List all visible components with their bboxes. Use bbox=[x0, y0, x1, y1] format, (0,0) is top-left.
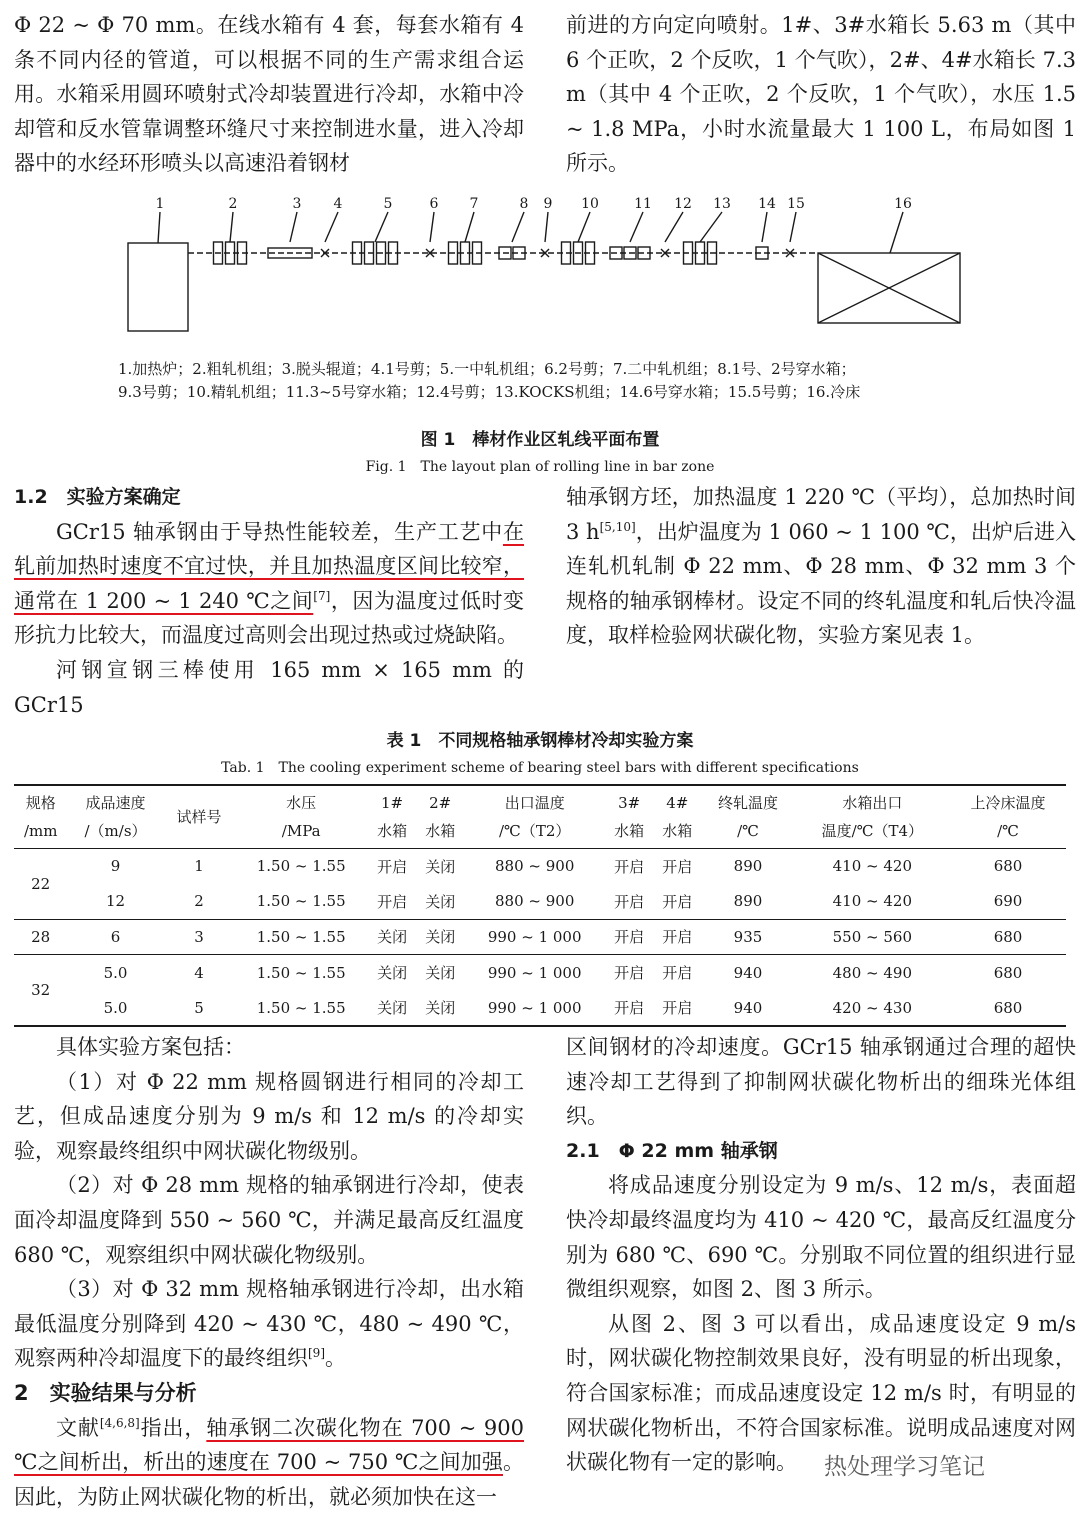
figure-number-label: 9 bbox=[543, 196, 553, 212]
table-cell: 1.50 ~ 1.55 bbox=[234, 955, 368, 990]
table-cell: 940 bbox=[701, 955, 794, 990]
figure-number-label: 14 bbox=[758, 196, 776, 212]
sec12-left-column bbox=[14, 480, 524, 722]
table-cell: 关闭 bbox=[368, 919, 416, 955]
table-1-caption-cn: 表 1 不同规格轴承钢棒材冷却实验方案 bbox=[386, 731, 694, 751]
section-heading: 2.1 Φ 22 mm 轴承钢 bbox=[566, 1139, 778, 1162]
leader-line bbox=[890, 212, 903, 253]
table-cell: 990 ~ 1 000 bbox=[464, 919, 605, 955]
table-cell: 开启 bbox=[653, 955, 701, 990]
highlighted-text: 在轧前加热时速度不宜过快，并且加热温度区间比较窄，通常在 1 200 ~ 1 240 ℃之间 bbox=[14, 519, 524, 613]
citation: [7] bbox=[313, 588, 331, 603]
citation: [4,6,8] bbox=[99, 1415, 140, 1430]
table-cell: 990 ~ 1 000 bbox=[464, 955, 605, 990]
table-cell: 890 bbox=[733, 857, 763, 876]
leader-line bbox=[545, 212, 548, 242]
highlighted-text: 轴承钢二次碳化物在 700 ~ 900 ℃之间析出，析出的速度在 700 ~ 750 ℃之间加强 bbox=[14, 1415, 524, 1475]
table-header-cell: 1# 水箱 bbox=[377, 794, 408, 840]
paragraph: 具体实验方案包括： bbox=[56, 1035, 245, 1059]
table-cell-spec: 22 bbox=[31, 874, 51, 893]
bottom-right-column bbox=[566, 1030, 1076, 1480]
figure-number-label: 16 bbox=[894, 196, 912, 212]
leader-line bbox=[325, 212, 338, 242]
section-heading: 1.2 实验方案确定 bbox=[14, 486, 181, 508]
citation: [5,10] bbox=[599, 519, 636, 534]
top-left-column bbox=[14, 8, 524, 181]
table-cell: 410 ~ 420 bbox=[832, 892, 913, 911]
leader-line bbox=[375, 212, 388, 242]
table-cell: 5 bbox=[194, 998, 204, 1017]
list-item: （3）对 Φ 32 mm 规格轴承钢进行冷却，出水箱最低温度分别降到 420 ~ 430 ℃，480 ~ 490 ℃，观察两种冷却温度下的最终组织[9]。 bbox=[14, 1277, 524, 1371]
citation: [9] bbox=[308, 1346, 325, 1361]
leader-line bbox=[430, 212, 434, 242]
figure-number-label: 2 bbox=[228, 196, 238, 212]
figure-number-label: 11 bbox=[634, 196, 652, 212]
table-row bbox=[14, 849, 1066, 884]
figure-number-label: 4 bbox=[333, 196, 343, 212]
table-cell: 开启 bbox=[614, 999, 645, 1018]
table-row bbox=[14, 884, 1066, 919]
table-cell: 开启 bbox=[377, 857, 408, 876]
table-cell-spec: 32 bbox=[14, 955, 67, 1026]
leader-line bbox=[790, 212, 796, 242]
sec12-right-column bbox=[566, 480, 1076, 653]
top-right-column bbox=[566, 8, 1076, 181]
figure-1-legend bbox=[118, 358, 998, 404]
table-cell: 1.50 ~ 1.55 bbox=[256, 998, 346, 1017]
table-cell: 关闭 bbox=[368, 955, 416, 990]
paragraph: 从图 2、图 3 可以看出，成品速度设定 9 m/s 时，网状碳化物控制效果良好，没有明显的析出现象，符合国家标准；而成品速度设定 12 m/s 时，有明显的网状碳化物析出，不符合国家标准。说明成品速度对网状碳化物有一定的影响。 bbox=[566, 1311, 1076, 1475]
bottom-left-column bbox=[14, 1030, 524, 1514]
table-cell: 1 bbox=[194, 857, 204, 876]
figure-number-label: 6 bbox=[429, 196, 439, 212]
leader-line bbox=[290, 212, 297, 242]
section-heading: 2 实验结果与分析 bbox=[14, 1380, 197, 1405]
table-cell: 关闭 bbox=[416, 919, 464, 955]
table-cell: 680 bbox=[993, 857, 1023, 876]
table-cell: 关闭 bbox=[425, 892, 456, 911]
figure-number-label: 5 bbox=[383, 196, 393, 212]
furnace-box bbox=[128, 243, 188, 331]
table-header-cell: 出口温度 /℃（T2） bbox=[499, 794, 571, 840]
paragraph: 河钢宣钢三棒使用 165 mm × 165 mm 的 GCr15 bbox=[14, 657, 524, 717]
paragraph: 区间钢材的冷却速度。GCr15 轴承钢通过合理的超快速冷却工艺得到了抑制网状碳化物析出的细珠光体组织。 bbox=[566, 1035, 1076, 1129]
paragraph: GCr15 轴承钢由于导热性能较差，生产工艺中在轧前加热时速度不宜过快，并且加热温度区间比较窄，通常在 1 200 ~ 1 240 ℃之间[7]，因为温度过低时变形抗力比较大，而温度过高则会出现过热或过烧缺陷。 bbox=[14, 519, 524, 648]
table-cell: 关闭 bbox=[425, 999, 456, 1018]
table-cell: 880 ~ 900 bbox=[495, 857, 575, 876]
table-cell: 9 bbox=[110, 857, 121, 876]
leader-line bbox=[630, 212, 643, 242]
leader-line bbox=[700, 212, 722, 242]
table-cell: 890 bbox=[733, 892, 763, 911]
leader-line bbox=[512, 212, 524, 242]
table-cell: 1.50 ~ 1.55 bbox=[256, 857, 346, 876]
list-item: （1）对 Φ 22 mm 规格圆钢进行相同的冷却工艺，但成品速度分别为 9 m/s 和 12 m/s 的冷却实验，观察最终组织中网状碳化物级别。 bbox=[14, 1069, 524, 1163]
table-cell: 880 ~ 900 bbox=[495, 892, 575, 911]
figure-number-label: 7 bbox=[469, 196, 479, 212]
legend-line: 1.加热炉；2.粗轧机组；3.脱头辊道；4.1号剪；5.一中轧机组；6.2号剪；7.二中轧机组；8.1号、2号穿水箱； bbox=[118, 360, 856, 378]
table-cell: 开启 bbox=[662, 892, 693, 911]
table-cell: 开启 bbox=[614, 892, 645, 911]
table-cell: 5.0 bbox=[67, 955, 163, 990]
table-cell: 680 bbox=[950, 955, 1066, 990]
table-cell: 940 bbox=[733, 998, 763, 1017]
table-cell: 680 bbox=[993, 998, 1023, 1017]
leader-line bbox=[578, 212, 590, 242]
table-1-caption-en: Tab. 1 The cooling experiment scheme of bearing steel bars with different specifications bbox=[221, 760, 859, 776]
figure-number-label: 10 bbox=[581, 196, 599, 212]
table-cell: 6 bbox=[67, 919, 163, 955]
table-cell: 开启 bbox=[605, 955, 653, 990]
table-header-cell: 4# 水箱 bbox=[662, 794, 693, 840]
figure-1-caption-cn: 图 1 棒材作业区轧线平面布置 bbox=[420, 430, 660, 450]
table-1 bbox=[14, 784, 1066, 1027]
table-cell: 关闭 bbox=[425, 857, 456, 876]
table-cell: 1.50 ~ 1.55 bbox=[256, 892, 346, 911]
table-cell: 420 ~ 430 bbox=[832, 998, 913, 1017]
table-cell: 935 bbox=[701, 919, 794, 955]
leader-line bbox=[158, 212, 160, 243]
table-header-cell: 终轧温度 /℃ bbox=[717, 794, 778, 840]
table-row bbox=[14, 990, 1066, 1026]
figure-number-label: 3 bbox=[292, 196, 302, 212]
table-cell: 480 ~ 490 bbox=[795, 955, 950, 990]
table-cell: 开启 bbox=[605, 919, 653, 955]
table-header-cell: 上冷床温度 /℃ bbox=[970, 794, 1046, 840]
table-cell: 550 ~ 560 bbox=[795, 919, 950, 955]
paragraph: 前进的方向定向喷射。1#、3#水箱长 5.63 m（其中 6 个正吹，2 个反吹，1 个气吹），2#、4#水箱长 7.3 m（其中 4 个正吹，2 个反吹，1 个气吹），水压 1.5 ~ 1.8 MPa，小时水流量最大 1 100 L，布局如图 1 所示。 bbox=[566, 13, 1076, 176]
table-cell: 990 ~ 1 000 bbox=[487, 998, 582, 1017]
table-cell: 680 bbox=[950, 919, 1066, 955]
table-cell: 5.0 bbox=[103, 998, 128, 1017]
paragraph: 轴承钢方坯，加热温度 1 220 ℃（平均），总加热时间 3 h[5,10]，出炉温度为 1 060 ~ 1 100 ℃，出炉后进入连轧机轧制 Φ 22 mm、Φ 28 mm、Φ 32 mm 3 个规格的轴承钢棒材。设定不同的终轧温度和轧后快冷温度，取样检验网状碳化物，实验方案见表 1。 bbox=[566, 485, 1076, 648]
figure-number-label: 8 bbox=[519, 196, 529, 212]
table-header-cell: 水压 /MPa bbox=[281, 794, 321, 840]
figure-number-label: 15 bbox=[787, 196, 805, 212]
table-cell: 410 ~ 420 bbox=[832, 857, 913, 876]
table-cell: 2 bbox=[194, 892, 204, 911]
table-cell: 1.50 ~ 1.55 bbox=[234, 919, 368, 955]
list-item: （2）对 Φ 28 mm 规格的轴承钢进行冷却，使表面冷却温度降到 550 ~ 560 ℃，并满足最高反红温度 680 ℃，观察组织中网状碳化物级别。 bbox=[14, 1173, 524, 1267]
leader-line bbox=[762, 212, 767, 242]
table-header-cell: 成品速度 /（m/s） bbox=[84, 794, 147, 840]
figure-1-caption-en: Fig. 1 The layout plan of rolling line in bar zone bbox=[365, 459, 715, 475]
table-header-cell: 规格 /mm bbox=[23, 794, 58, 840]
paragraph: 将成品速度分别设定为 9 m/s、12 m/s，表面超快冷却最终温度均为 410 ~ 420 ℃，最高反红温度分别为 680 ℃、690 ℃。分别取不同位置的组织进行显微组织观察，如图 2、图 3 所示。 bbox=[566, 1173, 1076, 1302]
table-row bbox=[14, 919, 1066, 955]
table-cell: 690 bbox=[993, 892, 1023, 911]
figure-number-label: 13 bbox=[713, 196, 731, 212]
table-header-cell: 3# 水箱 bbox=[614, 794, 645, 840]
watermark: 热处理学习笔记 bbox=[818, 1446, 991, 1483]
table-cell: 开启 bbox=[377, 892, 408, 911]
table-cell: 开启 bbox=[662, 857, 693, 876]
table-cell: 关闭 bbox=[377, 999, 408, 1018]
table-header-cell: 水箱出口 温度/℃（T4） bbox=[821, 794, 924, 840]
figure-number-label: 12 bbox=[674, 196, 692, 212]
table-header-cell: 2# 水箱 bbox=[425, 794, 456, 840]
table-cell-spec: 28 bbox=[14, 919, 67, 955]
table-cell: 开启 bbox=[653, 919, 701, 955]
table-cell: 开启 bbox=[614, 857, 645, 876]
table-header-cell: 试样号 bbox=[176, 808, 222, 826]
table-cell: 关闭 bbox=[416, 955, 464, 990]
table-cell: 12 bbox=[105, 892, 126, 911]
table-cell: 3 bbox=[164, 919, 235, 955]
leader-line bbox=[665, 212, 683, 242]
paragraph: 文献[4,6,8]指出，轴承钢二次碳化物在 700 ~ 900 ℃之间析出，析出的速度在 700 ~ 750 ℃之间加强。因此，为防止网状碳化物的析出，就必须加快在这一 bbox=[14, 1415, 524, 1509]
leader-line bbox=[230, 212, 233, 242]
paragraph: Φ 22 ~ Φ 70 mm。在线水箱有 4 套，每套水箱有 4 条不同内径的管道，可以根据不同的生产需求组合运用。水箱采用圆环喷射式冷却装置进行冷却，水箱中冷却管和反水管靠调整环缝尺寸来控制进水量，进入冷却器中的水经环形喷头以高速沿着钢材 bbox=[14, 13, 524, 176]
table-cell: 4 bbox=[164, 955, 235, 990]
figure-number-label: 1 bbox=[155, 196, 165, 212]
table-row bbox=[14, 955, 1066, 990]
table-cell: 开启 bbox=[662, 999, 693, 1018]
legend-line: 9.3号剪；10.精轧机组；11.3~5号穿水箱；12.4号剪；13.KOCKS机组；14.6号穿水箱；15.5号剪；16.冷床 bbox=[118, 383, 861, 401]
leader-line bbox=[465, 212, 474, 242]
